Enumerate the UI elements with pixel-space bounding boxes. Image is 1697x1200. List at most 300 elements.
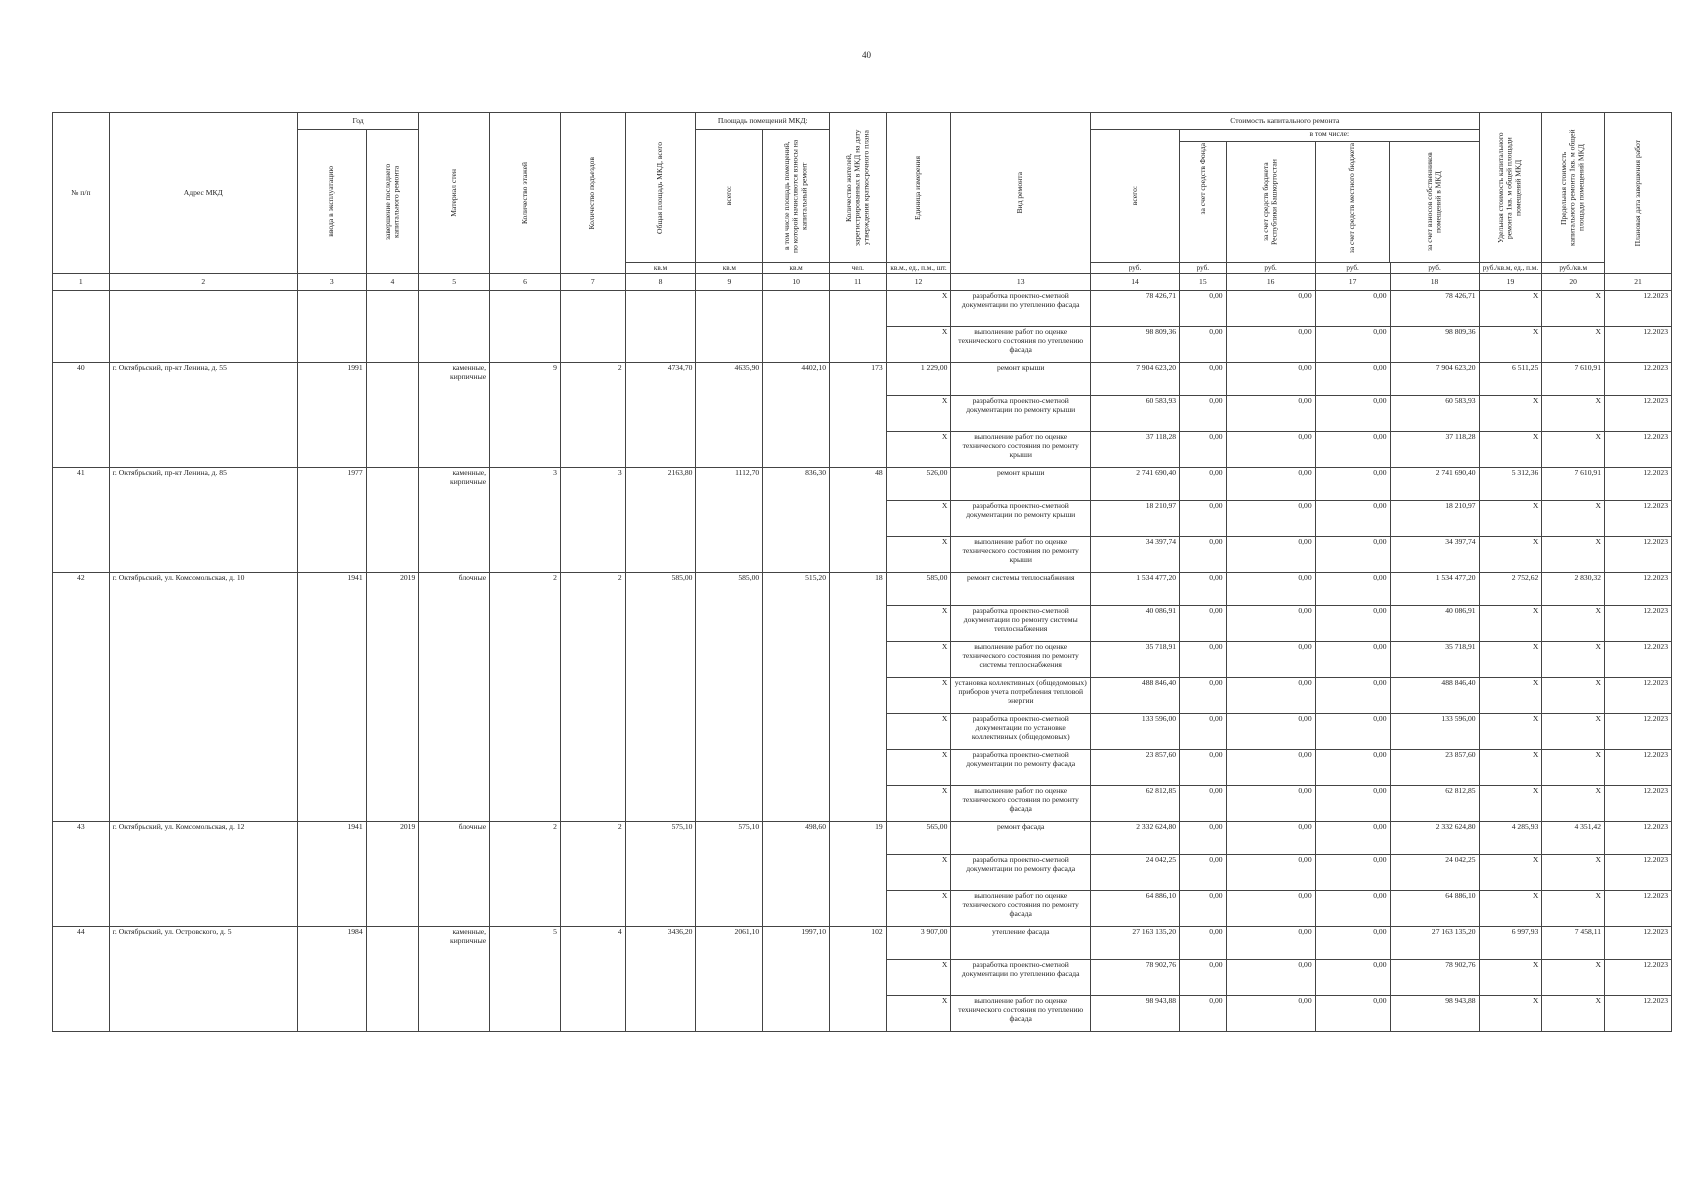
row-max-cost: 7 610,91 — [1542, 363, 1605, 396]
row-cost-total: 60 583,93 — [1091, 396, 1180, 432]
row-year-last-repair: 2019 — [366, 822, 419, 927]
row-unit-cost: X — [1479, 786, 1542, 822]
column-number: 9 — [696, 274, 763, 291]
header-cost-owners: за счет взносов собственников помещений в МКД — [1424, 152, 1443, 252]
row-repair-type: выполнение работ по оценке технического состояния по ремонту системы теплоснабжения — [951, 642, 1091, 678]
row-unit: X — [886, 960, 951, 996]
column-numbers-row — [53, 274, 1672, 291]
row-cost-total: 64 886,10 — [1091, 891, 1180, 927]
row-unit: 585,00 — [886, 573, 951, 606]
header-year: Год — [297, 113, 418, 130]
row-unit: X — [886, 642, 951, 678]
header-year-last-repair: завершение последнего капитального ремонта — [366, 130, 419, 274]
row-year-last-repair — [366, 468, 419, 573]
row-unit-cost: 5 312,36 — [1479, 468, 1542, 501]
row-cost-owners: 23 857,60 — [1390, 750, 1479, 786]
header-cost-local: за счет средств местного бюджета — [1315, 142, 1390, 262]
row-year-last-repair — [366, 927, 419, 1032]
row-cost-fund: 0,00 — [1180, 678, 1227, 714]
row-cost-total: 35 718,91 — [1091, 642, 1180, 678]
row-cost-owners: 40 086,91 — [1390, 606, 1479, 642]
unit-19: руб./кв.м, ед., п.м. — [1479, 263, 1542, 274]
row-plan-date: 12.2023 — [1605, 537, 1672, 573]
row-cost-fund: 0,00 — [1180, 786, 1227, 822]
table-row — [53, 363, 1672, 396]
row-repair-type: выполнение работ по оценке технического состояния по ремонту крыши — [951, 432, 1091, 468]
row-unit-cost: X — [1479, 714, 1542, 750]
unit-12: кв.м., ед., п.м., шт. — [886, 263, 951, 274]
row-cost-total: 24 042,25 — [1091, 855, 1180, 891]
row-repair-type: ремонт крыши — [951, 468, 1091, 501]
column-number: 7 — [560, 274, 625, 291]
column-number: 16 — [1226, 274, 1315, 291]
column-number: 3 — [297, 274, 366, 291]
row-unit: X — [886, 855, 951, 891]
row-unit: X — [886, 396, 951, 432]
row-unit-cost: X — [1479, 606, 1542, 642]
row-unit-cost: X — [1479, 960, 1542, 996]
table-row — [53, 927, 1672, 960]
row-total-area: 2163,80 — [625, 468, 696, 573]
row-unit-cost: X — [1479, 855, 1542, 891]
header-repair-type: Вид ремонта — [951, 113, 1091, 274]
row-max-cost: X — [1542, 855, 1605, 891]
row-address: г. Октябрьский, пр-кт Ленина, д. 55 — [109, 363, 297, 468]
row-cost-local: 0,00 — [1315, 927, 1390, 960]
row-cost-total: 62 812,85 — [1091, 786, 1180, 822]
row-cost-fund: 0,00 — [1180, 606, 1227, 642]
row-unit: X — [886, 891, 951, 927]
row-cost-fund: 0,00 — [1180, 855, 1227, 891]
row-repair-type: разработка проектно-сметной документации по ремонту крыши — [951, 501, 1091, 537]
page-number: 40 — [862, 50, 871, 60]
row-cost-local: 0,00 — [1315, 432, 1390, 468]
row-cost-owners: 78 426,71 — [1390, 291, 1479, 327]
row-walls: блочные — [419, 573, 490, 822]
row-cost-owners: 24 042,25 — [1390, 855, 1479, 891]
header-premises-residents: в том числе площадь помещений, по которой начисляются взносы на капитальный ремонт — [763, 130, 830, 263]
row-cost-local: 0,00 — [1315, 291, 1390, 327]
row-repair-type: разработка проектно-сметной документации по утеплению фасада — [951, 291, 1091, 327]
row-cost-owners: 2 741 690,40 — [1390, 468, 1479, 501]
row-walls: блочные — [419, 822, 490, 927]
row-max-cost: 7 458,11 — [1542, 927, 1605, 960]
row-unit-cost: 4 285,93 — [1479, 822, 1542, 855]
row-premises-residents — [763, 291, 830, 363]
row-cost-fund: 0,00 — [1180, 750, 1227, 786]
row-plan-date: 12.2023 — [1605, 396, 1672, 432]
row-plan-date: 12.2023 — [1605, 363, 1672, 396]
row-cost-owners: 2 332 624,80 — [1390, 822, 1479, 855]
row-max-cost: X — [1542, 606, 1605, 642]
row-year-commission — [297, 291, 366, 363]
row-entrances: 3 — [560, 468, 625, 573]
row-unit-cost: X — [1479, 678, 1542, 714]
row-cost-owners: 18 210,97 — [1390, 501, 1479, 537]
row-cost-republic: 0,00 — [1226, 537, 1315, 573]
row-unit-cost: X — [1479, 891, 1542, 927]
row-cost-fund: 0,00 — [1180, 291, 1227, 327]
column-number: 14 — [1091, 274, 1180, 291]
unit-18: руб. — [1390, 263, 1479, 274]
row-floors — [490, 291, 561, 363]
table-body — [53, 291, 1672, 1032]
row-cost-republic: 0,00 — [1226, 822, 1315, 855]
table-row — [53, 468, 1672, 501]
row-unit: X — [886, 750, 951, 786]
row-cost-local: 0,00 — [1315, 363, 1390, 396]
unit-8: кв.м — [625, 263, 696, 274]
row-cost-total: 27 163 135,20 — [1091, 927, 1180, 960]
row-cost-owners: 78 902,76 — [1390, 960, 1479, 996]
row-max-cost: X — [1542, 501, 1605, 537]
unit-9: кв.м — [696, 263, 763, 274]
row-year-commission: 1977 — [297, 468, 366, 573]
header-residents: Количество жителей, зарегистрированных в МКД на дату утверждения краткосрочного плана — [830, 113, 887, 263]
unit-14: руб. — [1091, 263, 1180, 274]
row-repair-type: выполнение работ по оценке технического состояния по ремонту фасада — [951, 891, 1091, 927]
row-unit: 1 229,00 — [886, 363, 951, 396]
row-year-commission: 1991 — [297, 363, 366, 468]
row-cost-republic: 0,00 — [1226, 606, 1315, 642]
row-cost-republic: 0,00 — [1226, 855, 1315, 891]
header-cost: Стоимость капитального ремонта — [1091, 113, 1480, 130]
row-cost-local: 0,00 — [1315, 573, 1390, 606]
row-cost-local: 0,00 — [1315, 327, 1390, 363]
row-total-area: 3436,20 — [625, 927, 696, 1032]
row-cost-fund: 0,00 — [1180, 363, 1227, 396]
row-unit: X — [886, 501, 951, 537]
row-cost-republic: 0,00 — [1226, 363, 1315, 396]
row-repair-type: выполнение работ по оценке технического состояния по утеплению фасада — [951, 327, 1091, 363]
header-unit-cost: Удельная стоимость капитального ремонта 1кв. м общей площади помещений МКД — [1479, 113, 1542, 263]
row-unit-cost: X — [1479, 327, 1542, 363]
row-floors: 9 — [490, 363, 561, 468]
row-cost-local: 0,00 — [1315, 537, 1390, 573]
row-cost-fund: 0,00 — [1180, 432, 1227, 468]
header-unit-measure: Единица измерения — [886, 113, 951, 263]
row-repair-type: установка коллективных (общедомовых) приборов учета потребления тепловой энергии — [951, 678, 1091, 714]
row-residents: 48 — [830, 468, 887, 573]
row-floors: 5 — [490, 927, 561, 1032]
row-cost-fund: 0,00 — [1180, 822, 1227, 855]
unit-16: руб. — [1226, 263, 1315, 274]
row-max-cost: X — [1542, 537, 1605, 573]
row-cost-total: 34 397,74 — [1091, 537, 1180, 573]
row-floors: 2 — [490, 573, 561, 822]
row-max-cost: X — [1542, 432, 1605, 468]
row-address: г. Октябрьский, ул. Комсомольская, д. 12 — [109, 822, 297, 927]
header-premises-total: всего: — [696, 130, 763, 263]
row-floors: 2 — [490, 822, 561, 927]
column-number: 11 — [830, 274, 887, 291]
row-cost-fund: 0,00 — [1180, 996, 1227, 1032]
row-cost-local: 0,00 — [1315, 822, 1390, 855]
row-cost-republic: 0,00 — [1226, 432, 1315, 468]
row-total-area — [625, 291, 696, 363]
row-total-area: 575,10 — [625, 822, 696, 927]
row-walls: каменные, кирпичные — [419, 363, 490, 468]
column-number: 12 — [886, 274, 951, 291]
row-repair-type: ремонт системы теплоснабжения — [951, 573, 1091, 606]
row-unit: X — [886, 537, 951, 573]
row-walls — [419, 291, 490, 363]
row-unit-cost: X — [1479, 537, 1542, 573]
row-floors: 3 — [490, 468, 561, 573]
row-max-cost: 2 830,32 — [1542, 573, 1605, 606]
row-residents: 18 — [830, 573, 887, 822]
row-entrances: 2 — [560, 363, 625, 468]
row-cost-local: 0,00 — [1315, 678, 1390, 714]
row-cost-local: 0,00 — [1315, 891, 1390, 927]
column-number: 19 — [1479, 274, 1542, 291]
row-cost-local: 0,00 — [1315, 855, 1390, 891]
column-number: 5 — [419, 274, 490, 291]
row-cost-local: 0,00 — [1315, 501, 1390, 537]
row-premises-total: 585,00 — [696, 573, 763, 822]
row-unit-cost: X — [1479, 396, 1542, 432]
row-plan-date: 12.2023 — [1605, 642, 1672, 678]
row-cost-republic: 0,00 — [1226, 750, 1315, 786]
row-cost-total: 23 857,60 — [1091, 750, 1180, 786]
row-plan-date: 12.2023 — [1605, 822, 1672, 855]
row-unit: X — [886, 291, 951, 327]
row-cost-total: 78 426,71 — [1091, 291, 1180, 327]
row-max-cost: 7 610,91 — [1542, 468, 1605, 501]
row-total-area: 4734,70 — [625, 363, 696, 468]
row-cost-republic: 0,00 — [1226, 960, 1315, 996]
row-plan-date: 12.2023 — [1605, 291, 1672, 327]
row-cost-local: 0,00 — [1315, 714, 1390, 750]
row-year-last-repair — [366, 291, 419, 363]
row-cost-total: 98 809,36 — [1091, 327, 1180, 363]
row-premises-residents: 498,60 — [763, 822, 830, 927]
header-year-commission: ввода в эксплуатацию — [297, 130, 366, 274]
row-cost-fund: 0,00 — [1180, 327, 1227, 363]
row-cost-fund: 0,00 — [1180, 573, 1227, 606]
row-residents: 19 — [830, 822, 887, 927]
header-entrances: Количество подъездов — [560, 113, 625, 274]
row-cost-owners: 7 904 623,20 — [1390, 363, 1479, 396]
row-walls: каменные, кирпичные — [419, 468, 490, 573]
unit-20: руб./кв.м — [1542, 263, 1605, 274]
row-unit: X — [886, 786, 951, 822]
row-residents: 102 — [830, 927, 887, 1032]
row-address — [109, 291, 297, 363]
row-cost-republic: 0,00 — [1226, 468, 1315, 501]
row-cost-fund: 0,00 — [1180, 642, 1227, 678]
row-unit: X — [886, 714, 951, 750]
row-premises-total — [696, 291, 763, 363]
column-number: 10 — [763, 274, 830, 291]
row-year-commission: 1984 — [297, 927, 366, 1032]
table-row — [53, 822, 1672, 855]
row-cost-fund: 0,00 — [1180, 960, 1227, 996]
row-max-cost: X — [1542, 291, 1605, 327]
row-premises-residents: 836,30 — [763, 468, 830, 573]
row-unit-cost: X — [1479, 750, 1542, 786]
row-cost-local: 0,00 — [1315, 786, 1390, 822]
column-number: 8 — [625, 274, 696, 291]
row-repair-type: выполнение работ по оценке технического состояния по ремонту крыши — [951, 537, 1091, 573]
row-year-commission: 1941 — [297, 573, 366, 822]
row-unit: 526,00 — [886, 468, 951, 501]
row-entrances: 4 — [560, 927, 625, 1032]
row-unit: X — [886, 996, 951, 1032]
column-number: 6 — [490, 274, 561, 291]
row-cost-owners: 27 163 135,20 — [1390, 927, 1479, 960]
row-cost-republic: 0,00 — [1226, 291, 1315, 327]
row-cost-owners: 64 886,10 — [1390, 891, 1479, 927]
row-cost-republic: 0,00 — [1226, 996, 1315, 1032]
row-cost-local: 0,00 — [1315, 396, 1390, 432]
row-plan-date: 12.2023 — [1605, 714, 1672, 750]
unit-15: руб. — [1180, 263, 1227, 274]
row-premises-residents: 515,20 — [763, 573, 830, 822]
header-total-area: Общая площадь МКД, всего — [625, 113, 696, 263]
row-address: г. Октябрьский, ул. Островского, д. 5 — [109, 927, 297, 1032]
header-floors: Количество этажей — [490, 113, 561, 274]
row-plan-date: 12.2023 — [1605, 996, 1672, 1032]
row-number: 41 — [53, 468, 110, 573]
column-number: 15 — [1180, 274, 1227, 291]
row-cost-fund: 0,00 — [1180, 714, 1227, 750]
row-cost-owners: 133 596,00 — [1390, 714, 1479, 750]
row-max-cost: X — [1542, 678, 1605, 714]
header-cost-total: всего: — [1091, 130, 1180, 263]
row-cost-total: 78 902,76 — [1091, 960, 1180, 996]
row-cost-total: 40 086,91 — [1091, 606, 1180, 642]
column-number: 4 — [366, 274, 419, 291]
row-cost-owners: 62 812,85 — [1390, 786, 1479, 822]
row-unit-cost: 6 997,93 — [1479, 927, 1542, 960]
column-number: 21 — [1605, 274, 1672, 291]
row-unit: X — [886, 606, 951, 642]
row-unit: 3 907,00 — [886, 927, 951, 960]
row-plan-date: 12.2023 — [1605, 786, 1672, 822]
row-premises-total: 2061,10 — [696, 927, 763, 1032]
row-entrances: 2 — [560, 573, 625, 822]
header-premises-area: Площадь помещений МКД: — [696, 113, 830, 130]
row-cost-republic: 0,00 — [1226, 714, 1315, 750]
row-cost-total: 1 534 477,20 — [1091, 573, 1180, 606]
row-max-cost: X — [1542, 396, 1605, 432]
row-cost-total: 488 846,40 — [1091, 678, 1180, 714]
row-repair-type: ремонт крыши — [951, 363, 1091, 396]
row-cost-owners: 37 118,28 — [1390, 432, 1479, 468]
row-unit: 565,00 — [886, 822, 951, 855]
row-unit: X — [886, 432, 951, 468]
row-plan-date: 12.2023 — [1605, 573, 1672, 606]
row-unit-cost: 6 511,25 — [1479, 363, 1542, 396]
row-cost-local: 0,00 — [1315, 750, 1390, 786]
row-cost-fund: 0,00 — [1180, 468, 1227, 501]
row-plan-date: 12.2023 — [1605, 960, 1672, 996]
table-row — [53, 573, 1672, 606]
row-cost-total: 133 596,00 — [1091, 714, 1180, 750]
row-max-cost: X — [1542, 714, 1605, 750]
row-premises-residents: 4402,10 — [763, 363, 830, 468]
header-max-cost: Предельная стоимость капитального ремонта 1кв. м общей площади помещений МКД — [1542, 113, 1605, 263]
column-number: 20 — [1542, 274, 1605, 291]
row-repair-type: утепление фасада — [951, 927, 1091, 960]
row-max-cost: X — [1542, 891, 1605, 927]
header-row-1 — [53, 113, 1672, 130]
header-walls: Материал стен — [419, 113, 490, 274]
row-max-cost: X — [1542, 960, 1605, 996]
row-total-area: 585,00 — [625, 573, 696, 822]
row-entrances: 2 — [560, 822, 625, 927]
row-cost-owners: 98 943,88 — [1390, 996, 1479, 1032]
row-year-last-repair — [366, 363, 419, 468]
column-number: 13 — [951, 274, 1091, 291]
table-row — [53, 291, 1672, 327]
row-unit-cost: 2 752,62 — [1479, 573, 1542, 606]
header-address: Адрес МКД — [109, 113, 297, 274]
repair-plan-table — [52, 112, 1672, 1032]
row-cost-local: 0,00 — [1315, 468, 1390, 501]
unit-10: кв.м — [763, 263, 830, 274]
row-plan-date: 12.2023 — [1605, 501, 1672, 537]
row-cost-owners: 35 718,91 — [1390, 642, 1479, 678]
row-plan-date: 12.2023 — [1605, 606, 1672, 642]
row-unit-cost: X — [1479, 501, 1542, 537]
row-unit-cost: X — [1479, 642, 1542, 678]
row-cost-fund: 0,00 — [1180, 501, 1227, 537]
row-plan-date: 12.2023 — [1605, 432, 1672, 468]
row-number — [53, 291, 110, 363]
column-number: 18 — [1390, 274, 1479, 291]
row-cost-total: 2 332 624,80 — [1091, 822, 1180, 855]
row-walls: каменные, кирпичные — [419, 927, 490, 1032]
row-cost-republic: 0,00 — [1226, 678, 1315, 714]
row-number: 40 — [53, 363, 110, 468]
row-plan-date: 12.2023 — [1605, 855, 1672, 891]
row-cost-republic: 0,00 — [1226, 327, 1315, 363]
row-cost-total: 98 943,88 — [1091, 996, 1180, 1032]
row-cost-fund: 0,00 — [1180, 891, 1227, 927]
row-plan-date: 12.2023 — [1605, 927, 1672, 960]
row-unit-cost: X — [1479, 996, 1542, 1032]
row-cost-local: 0,00 — [1315, 960, 1390, 996]
header-plan-date: Плановая дата завершения работ — [1605, 113, 1672, 274]
row-plan-date: 12.2023 — [1605, 750, 1672, 786]
row-cost-local: 0,00 — [1315, 606, 1390, 642]
row-cost-total: 2 741 690,40 — [1091, 468, 1180, 501]
row-residents — [830, 291, 887, 363]
row-max-cost: X — [1542, 327, 1605, 363]
header-num: № п/п — [53, 113, 110, 274]
row-unit: X — [886, 678, 951, 714]
row-year-commission: 1941 — [297, 822, 366, 927]
row-cost-total: 7 904 623,20 — [1091, 363, 1180, 396]
header-cost-fund: за счет средств Фонда — [1180, 142, 1226, 262]
unit-11: чел. — [830, 263, 887, 274]
row-cost-total: 37 118,28 — [1091, 432, 1180, 468]
row-cost-local: 0,00 — [1315, 642, 1390, 678]
row-cost-total: 18 210,97 — [1091, 501, 1180, 537]
row-cost-owners: 98 809,36 — [1390, 327, 1479, 363]
row-premises-total: 4635,90 — [696, 363, 763, 468]
row-repair-type: выполнение работ по оценке технического состояния по ремонту фасада — [951, 786, 1091, 822]
row-max-cost: 4 351,42 — [1542, 822, 1605, 855]
row-unit: X — [886, 327, 951, 363]
row-repair-type: разработка проектно-сметной документации по утеплению фасада — [951, 960, 1091, 996]
row-cost-fund: 0,00 — [1180, 396, 1227, 432]
row-premises-residents: 1997,10 — [763, 927, 830, 1032]
header-cost-republic: за счет средств бюджета Республики Башкортостан — [1226, 142, 1315, 262]
row-repair-type: выполнение работ по оценке технического состояния по утеплению фасада — [951, 996, 1091, 1032]
